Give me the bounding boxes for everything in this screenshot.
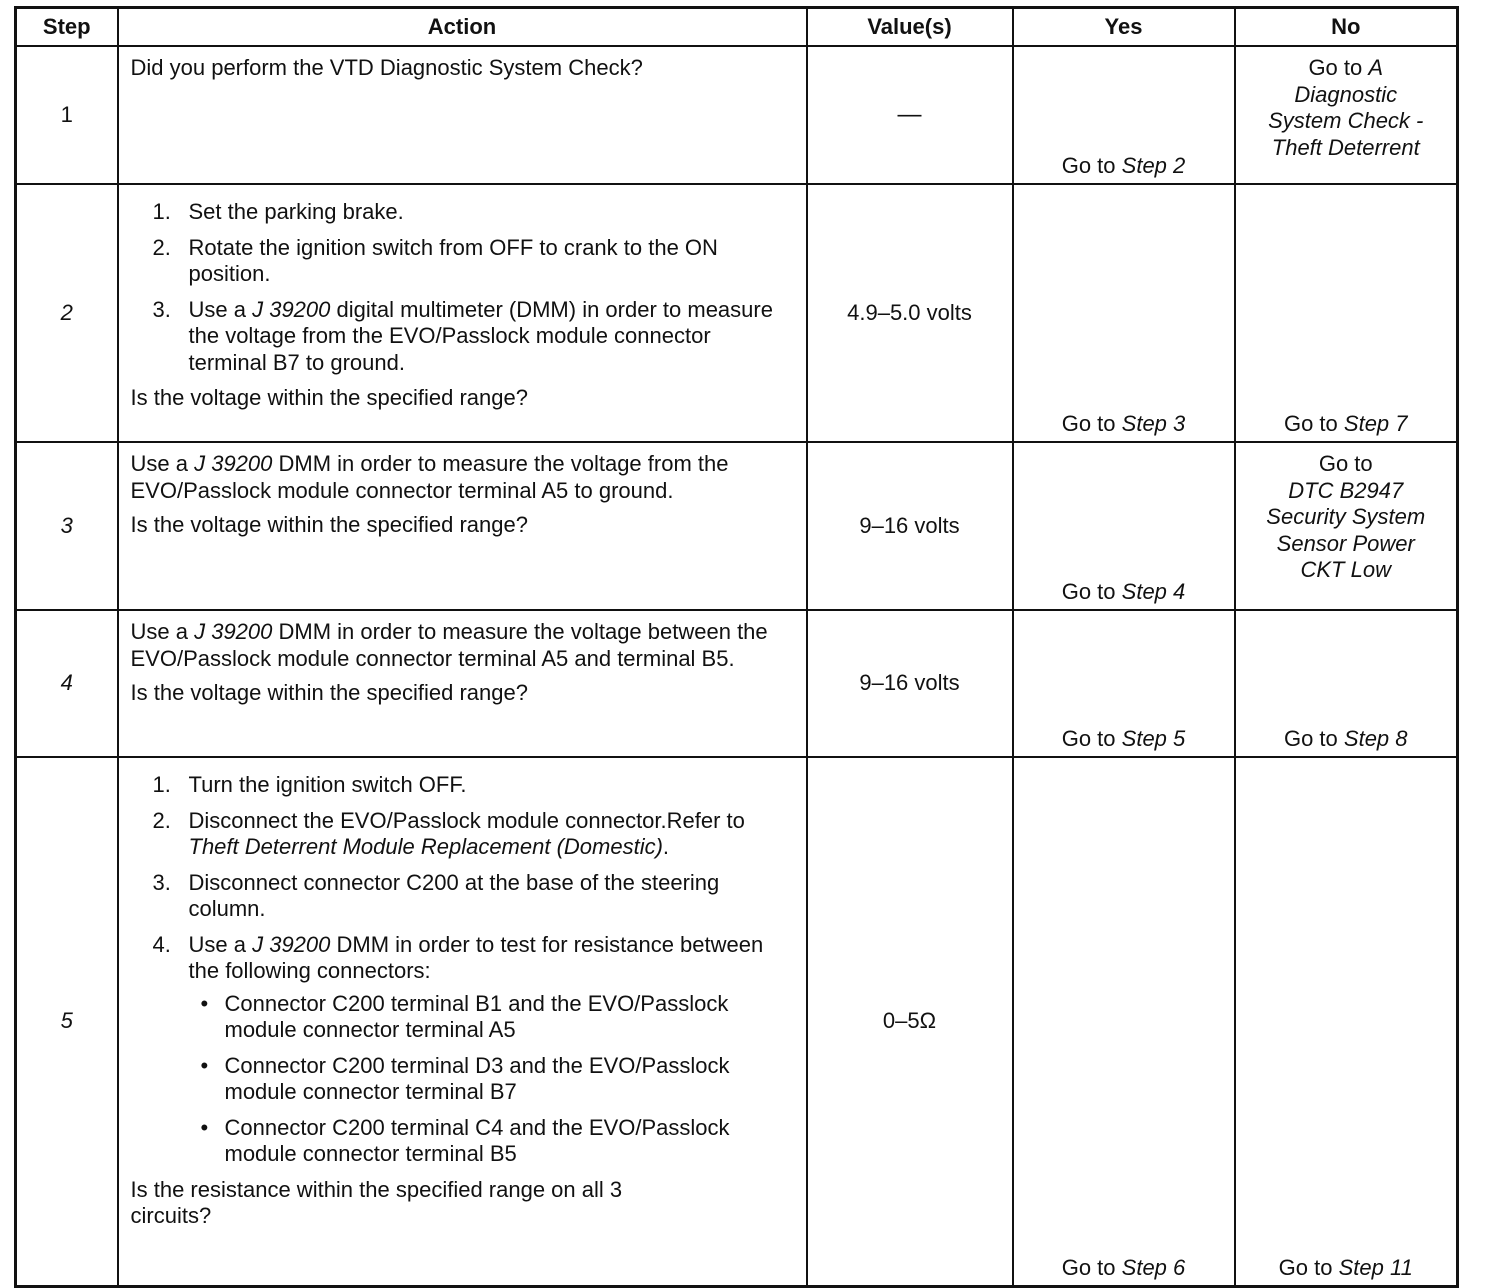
go-to-label: Go to — [1283, 725, 1338, 751]
value-text: 9–16 volts — [859, 670, 960, 696]
action-cell — [118, 757, 807, 1287]
no-cell — [1235, 757, 1458, 1287]
no-link[interactable]: Step 7 — [1343, 410, 1408, 436]
header-yes: Yes — [1013, 8, 1235, 47]
action-steps — [131, 199, 792, 376]
action-text-part: DMM in order to measure the voltage between the EVO/Passlock module connector terminal A5 and terminal B5. — [130, 619, 768, 671]
step-number: 4 — [16, 610, 118, 757]
go-to-label: Go to — [1278, 1254, 1333, 1280]
no-link[interactable]: Theft Deterrent — [1271, 134, 1420, 160]
list-item — [131, 235, 792, 288]
action-cell — [118, 442, 807, 610]
no-link[interactable]: Diagnostic — [1294, 81, 1398, 107]
list-item — [189, 1115, 792, 1168]
diagnostic-table — [14, 6, 1459, 1288]
value-text: 0–5Ω — [882, 1008, 937, 1034]
step-number: 2 — [16, 184, 118, 442]
list-item — [131, 870, 792, 923]
go-to-label: Go to — [1318, 451, 1373, 476]
action-text-part: Use a — [130, 619, 195, 644]
action-steps — [131, 772, 792, 1168]
tool-name: J 39200 — [252, 296, 331, 322]
step-item-text: digital multimeter (DMM) in order to measure the voltage from the EVO/Passlock module connector terminal B7 to ground. — [188, 296, 773, 375]
step-item-text: Rotate the ignition switch from OFF to crank to the ON position. — [188, 234, 718, 286]
value-text: 9–16 volts — [859, 512, 960, 538]
step-item-text: Turn the ignition switch OFF. — [188, 772, 467, 797]
bullet-text: Connector C200 terminal B1 and the EVO/Passlock module connector terminal A5 — [224, 990, 729, 1042]
go-to-label: Go to — [1061, 1254, 1116, 1280]
step-item-text: Set the parking brake. — [188, 199, 404, 224]
no-link[interactable]: Security System — [1266, 504, 1426, 529]
step-item-text: Use a — [188, 296, 253, 322]
no-link[interactable]: Step 8 — [1343, 725, 1408, 751]
table-header-row — [16, 8, 1458, 47]
action-text — [131, 619, 792, 672]
header-action: Action — [118, 8, 807, 47]
tool-name: J 39200 — [194, 619, 273, 644]
yes-link[interactable]: Step 4 — [1121, 578, 1186, 604]
go-to-label: Go to — [1283, 410, 1338, 436]
step-item-number: 1. — [152, 199, 171, 224]
step-item-number: 3. — [152, 296, 171, 322]
table-row — [16, 610, 1458, 757]
no-cell — [1235, 610, 1458, 757]
go-to-label: Go to — [1061, 578, 1116, 604]
table-row — [16, 442, 1458, 610]
no-link[interactable]: System Check - — [1268, 108, 1424, 133]
step-number: 1 — [16, 46, 118, 184]
step-item-number: 4. — [152, 931, 171, 957]
step-number: 5 — [16, 757, 118, 1287]
yes-cell — [1013, 610, 1235, 757]
header-value: Value(s) — [807, 8, 1013, 47]
bullet-text: Connector C200 terminal C4 and the EVO/Passlock module connector terminal B5 — [224, 1114, 730, 1166]
action-question: Is the voltage within the specified range? — [130, 680, 528, 705]
step-number: 3 — [16, 442, 118, 610]
step-item-text: DMM in order to test for resistance between the following connectors: — [188, 931, 764, 983]
bullet-text: Connector C200 terminal D3 and the EVO/Passlock module connector terminal B7 — [224, 1052, 730, 1104]
no-link[interactable]: Step 11 — [1338, 1254, 1413, 1280]
go-to-label: Go to — [1061, 725, 1116, 751]
header-step: Step — [16, 8, 118, 47]
no-link[interactable]: A — [1368, 55, 1384, 80]
action-question: Is the voltage within the specified range? — [130, 512, 528, 537]
list-item — [131, 772, 792, 799]
action-text — [131, 451, 792, 504]
action-text-part: DMM in order to measure the voltage from the EVO/Passlock module connector terminal A5 to ground. — [130, 451, 729, 503]
yes-link[interactable]: Step 5 — [1121, 725, 1186, 751]
list-item — [131, 199, 792, 226]
value-cell — [807, 757, 1013, 1287]
action-cell — [118, 46, 807, 184]
action-question: Is the resistance within the specified range on all 3 circuits? — [130, 1176, 623, 1228]
bullet-icon: • — [200, 990, 209, 1016]
action-question: Is the voltage within the specified range? — [130, 385, 528, 410]
step-item-text: . — [662, 834, 670, 859]
yes-link[interactable]: Step 3 — [1121, 410, 1186, 436]
yes-cell — [1013, 442, 1235, 610]
bullet-icon: • — [200, 1052, 209, 1078]
yes-cell — [1013, 46, 1235, 184]
value-cell — [807, 184, 1013, 442]
list-item — [131, 808, 792, 861]
action-cell — [118, 184, 807, 442]
no-cell — [1235, 184, 1458, 442]
go-to-label: Go to — [1061, 152, 1116, 178]
value-cell — [807, 610, 1013, 757]
value-cell — [807, 442, 1013, 610]
action-cell — [118, 610, 807, 757]
list-item — [131, 297, 792, 377]
step-item-number: 1. — [152, 772, 171, 797]
table-row — [16, 757, 1458, 1287]
table-row — [16, 184, 1458, 442]
value-cell — [807, 46, 1013, 184]
no-link[interactable]: Sensor Power — [1276, 530, 1415, 556]
step-item-text: Use a — [188, 931, 253, 957]
value-text: 4.9–5.0 volts — [847, 299, 972, 325]
step-item-number: 2. — [152, 807, 171, 833]
yes-cell — [1013, 184, 1235, 442]
reference-link[interactable]: Theft Deterrent Module Replacement (Domestic) — [188, 834, 663, 859]
tool-name: J 39200 — [194, 451, 273, 476]
yes-link[interactable]: Step 6 — [1121, 1254, 1186, 1280]
list-item — [189, 991, 792, 1044]
go-to-label: Go to — [1061, 410, 1116, 436]
no-cell — [1235, 46, 1458, 184]
action-question: Did you perform the VTD Diagnostic System Check? — [130, 55, 643, 80]
list-item — [131, 932, 792, 1168]
step-item-text: Disconnect the EVO/Passlock module connector.Refer to — [188, 807, 745, 833]
step-item-text: Disconnect connector C200 at the base of the steering column. — [188, 869, 720, 921]
bullet-icon: • — [200, 1114, 209, 1140]
tool-name: J 39200 — [252, 931, 331, 957]
header-no: No — [1235, 8, 1458, 47]
list-item — [189, 1053, 792, 1106]
yes-cell — [1013, 757, 1235, 1287]
no-link[interactable]: CKT Low — [1300, 557, 1391, 582]
action-text-part: Use a — [130, 451, 195, 476]
no-cell — [1235, 442, 1458, 610]
table-row — [16, 46, 1458, 184]
no-link[interactable]: DTC B2947 — [1288, 477, 1404, 503]
value-text: — — [897, 100, 922, 128]
step-item-number: 3. — [152, 869, 171, 895]
yes-link[interactable]: Step 2 — [1121, 152, 1186, 178]
go-to-label: Go to — [1308, 55, 1363, 80]
step-item-number: 2. — [152, 234, 171, 260]
connector-list — [189, 991, 792, 1168]
